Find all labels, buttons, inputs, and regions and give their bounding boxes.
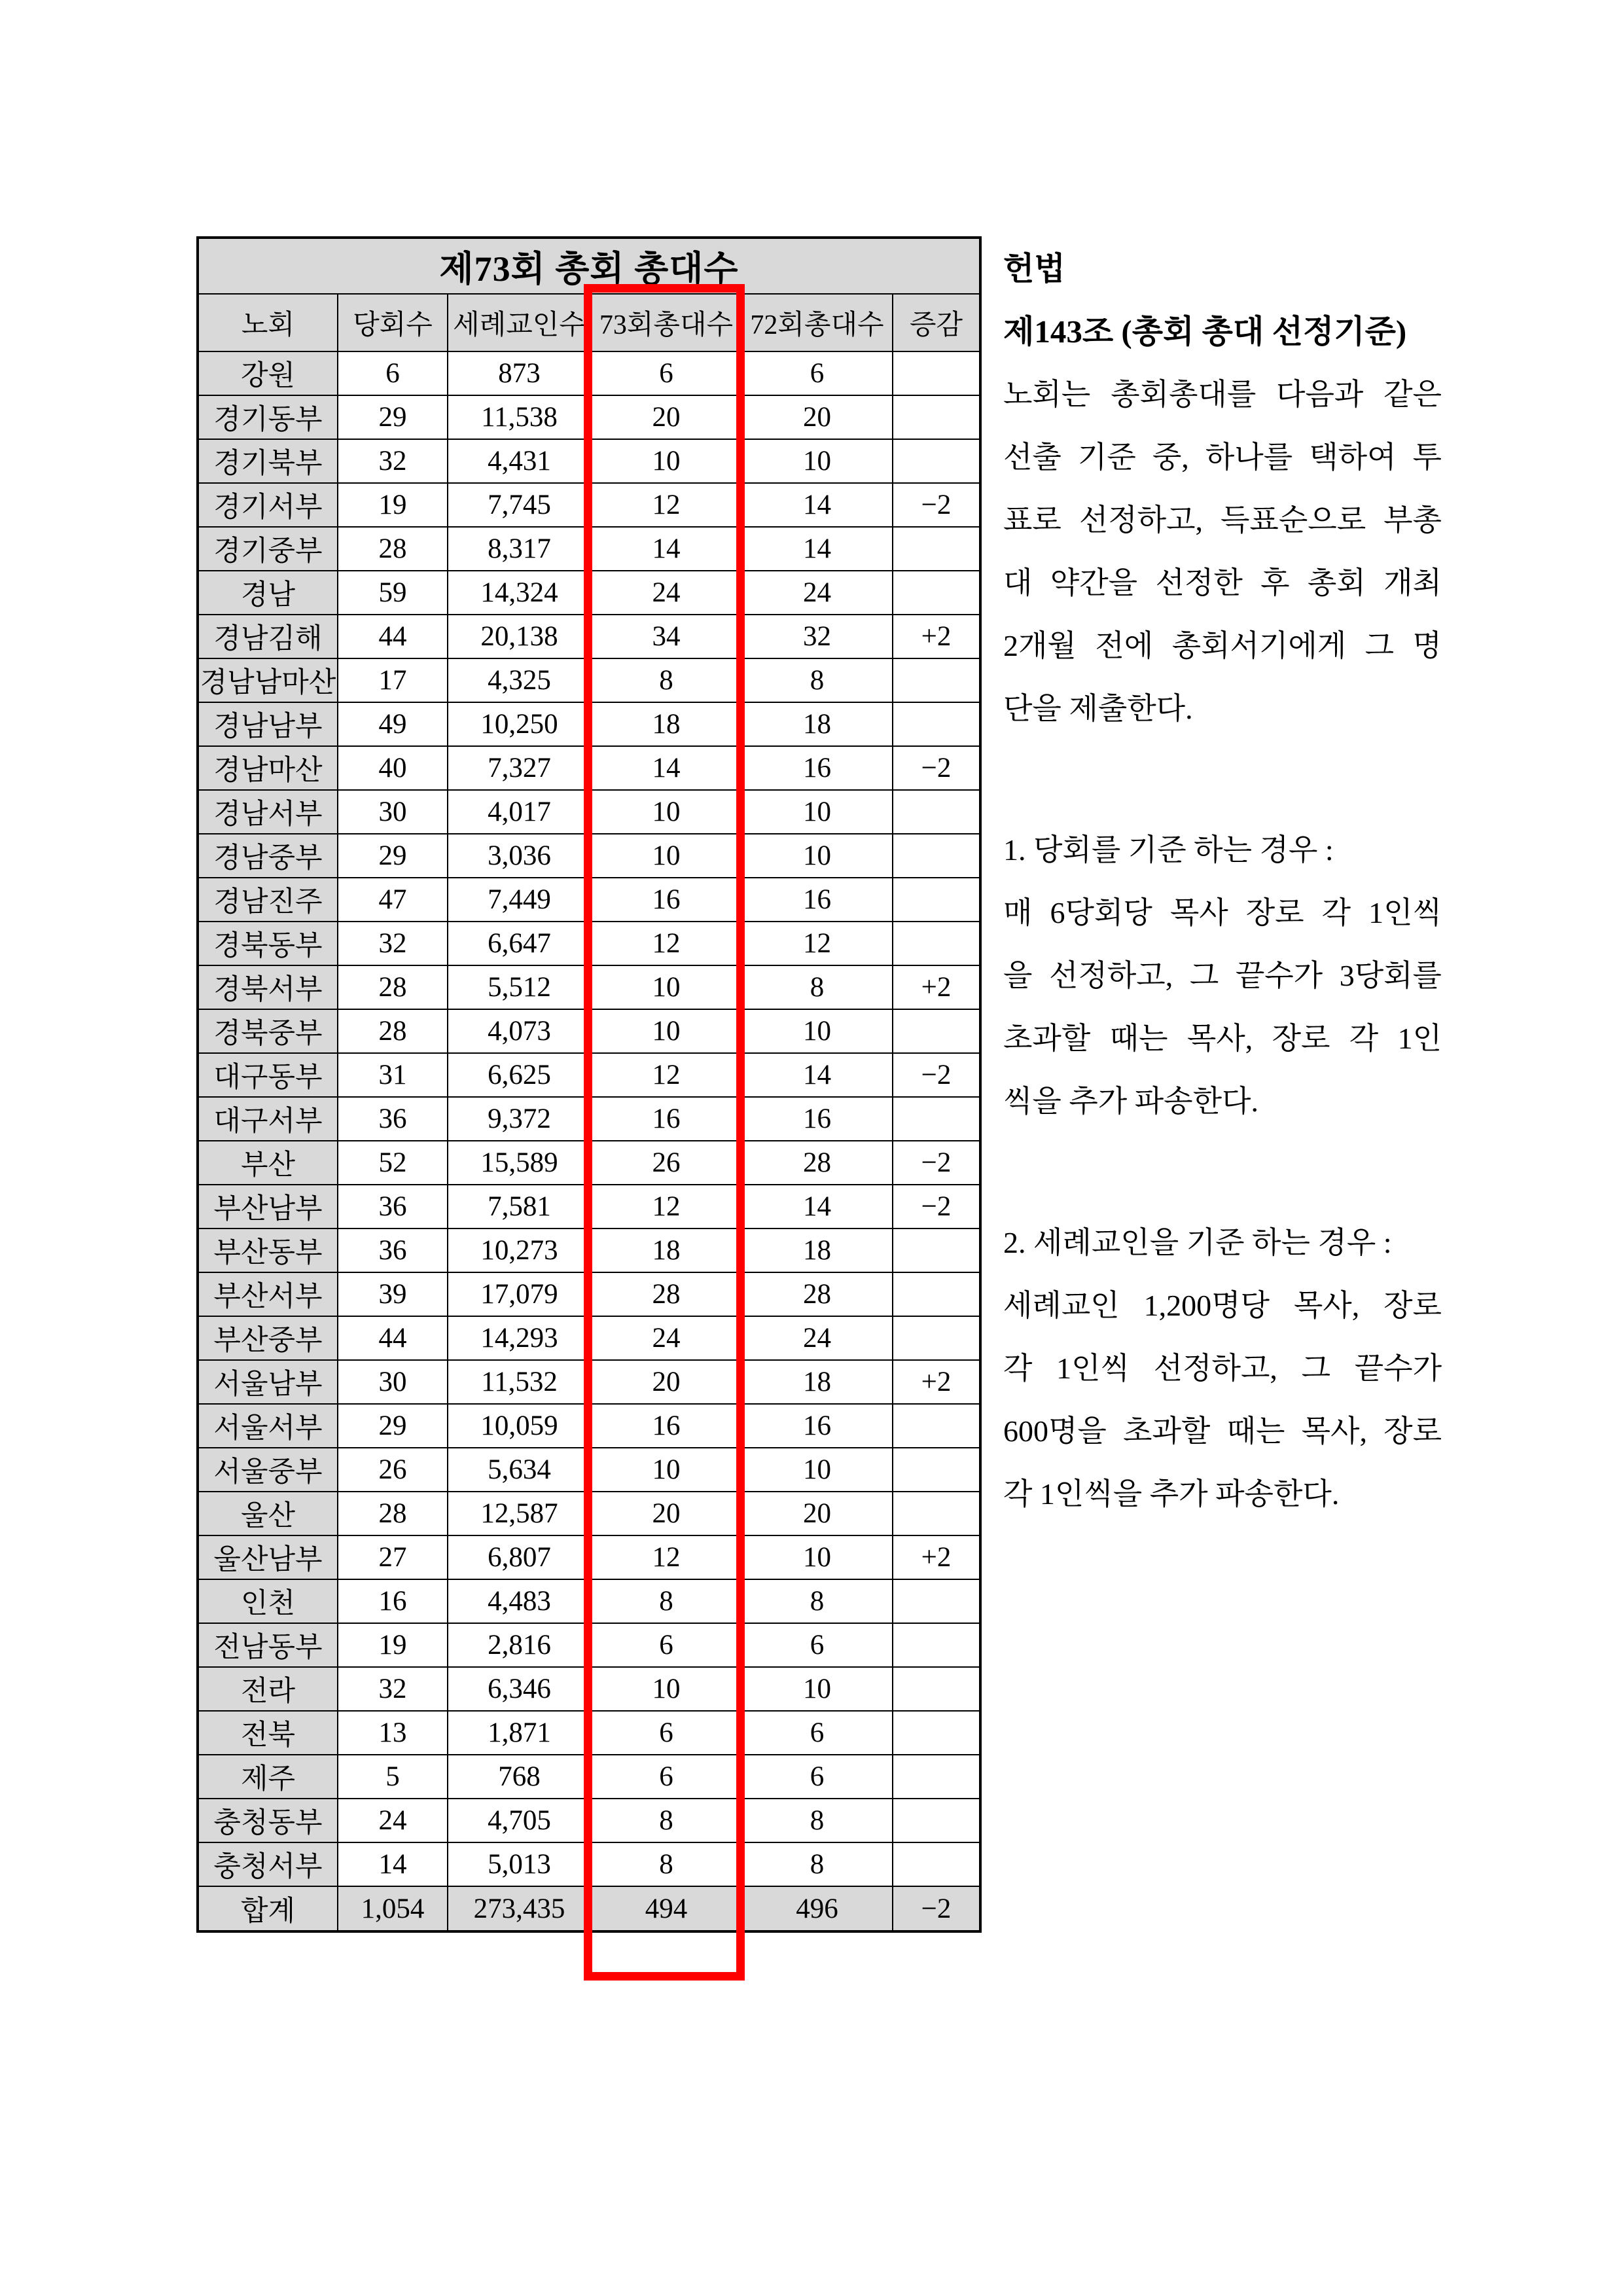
row-name-cell: 충청서부 xyxy=(198,1842,338,1886)
row-diff-cell xyxy=(893,702,980,746)
row-serye-cell: 4,017 xyxy=(448,790,591,834)
text-block xyxy=(1003,819,1442,1133)
table-row xyxy=(198,922,980,965)
row-name-cell: 경남남부 xyxy=(198,702,338,746)
row-c73-cell: 10 xyxy=(591,1667,741,1711)
row-c73-cell: 34 xyxy=(591,615,741,658)
row-c73-cell: 12 xyxy=(591,922,741,965)
row-c72-cell: 6 xyxy=(741,1711,893,1755)
row-diff-cell xyxy=(893,1492,980,1535)
row-name-cell: 전북 xyxy=(198,1711,338,1755)
row-serye-cell: 768 xyxy=(448,1755,591,1799)
row-diff-cell: +2 xyxy=(893,1535,980,1579)
text-block xyxy=(1003,300,1442,363)
row-serye-cell: 2,816 xyxy=(448,1623,591,1667)
row-name-cell: 제주 xyxy=(198,1755,338,1799)
table-row xyxy=(198,1579,980,1623)
row-c72-cell: 16 xyxy=(741,1404,893,1448)
table-row xyxy=(198,351,980,395)
row-c72-cell: 8 xyxy=(741,965,893,1009)
row-c73-cell: 16 xyxy=(591,878,741,922)
row-serye-cell: 7,581 xyxy=(448,1185,591,1229)
row-diff-cell xyxy=(893,1097,980,1141)
row-serye-cell: 7,327 xyxy=(448,746,591,790)
row-c72-cell: 20 xyxy=(741,395,893,439)
row-c73-cell: 14 xyxy=(591,527,741,571)
row-serye-cell: 5,013 xyxy=(448,1842,591,1886)
row-c73-cell: 20 xyxy=(591,1492,741,1535)
row-diff-cell xyxy=(893,1404,980,1448)
row-serye-cell: 4,073 xyxy=(448,1009,591,1053)
table-row xyxy=(198,439,980,483)
row-c73-cell: 10 xyxy=(591,439,741,483)
text-line: 단을 제출한다. xyxy=(1003,692,1193,725)
row-serye-cell: 9,372 xyxy=(448,1097,591,1141)
row-c73-cell: 12 xyxy=(591,483,741,527)
row-diff-cell xyxy=(893,658,980,702)
row-name-cell: 경남남마산 xyxy=(198,658,338,702)
row-c72-cell: 24 xyxy=(741,1316,893,1360)
row-diff-cell xyxy=(893,1799,980,1842)
row-c73-cell: 10 xyxy=(591,1009,741,1053)
row-c72-cell: 14 xyxy=(741,1185,893,1229)
table-row xyxy=(198,483,980,527)
row-diff-cell xyxy=(893,1229,980,1272)
row-diff-cell xyxy=(893,1842,980,1886)
total-diff-cell: −2 xyxy=(893,1886,980,1931)
row-c73-cell: 20 xyxy=(591,1360,741,1404)
row-danhoe-cell: 32 xyxy=(338,439,448,483)
row-diff-cell: −2 xyxy=(893,746,980,790)
row-serye-cell: 4,705 xyxy=(448,1799,591,1842)
row-c72-cell: 28 xyxy=(741,1141,893,1185)
row-c72-cell: 18 xyxy=(741,1360,893,1404)
row-name-cell: 부산중부 xyxy=(198,1316,338,1360)
row-diff-cell xyxy=(893,1316,980,1360)
row-name-cell: 부산남부 xyxy=(198,1185,338,1229)
row-serye-cell: 7,745 xyxy=(448,483,591,527)
row-danhoe-cell: 17 xyxy=(338,658,448,702)
row-danhoe-cell: 28 xyxy=(338,527,448,571)
row-c72-cell: 16 xyxy=(741,746,893,790)
row-c73-cell: 26 xyxy=(591,1141,741,1185)
row-diff-cell xyxy=(893,1623,980,1667)
row-danhoe-cell: 27 xyxy=(338,1535,448,1579)
row-name-cell: 강원 xyxy=(198,351,338,395)
row-danhoe-cell: 28 xyxy=(338,965,448,1009)
row-c72-cell: 10 xyxy=(741,1448,893,1492)
row-c72-cell: 14 xyxy=(741,1053,893,1097)
row-danhoe-cell: 16 xyxy=(338,1579,448,1623)
row-serye-cell: 15,589 xyxy=(448,1141,591,1185)
row-serye-cell: 6,807 xyxy=(448,1535,591,1579)
row-danhoe-cell: 19 xyxy=(338,1623,448,1667)
constitution-text xyxy=(1003,238,1442,1526)
row-c73-cell: 24 xyxy=(591,571,741,615)
row-c72-cell: 10 xyxy=(741,1009,893,1053)
row-serye-cell: 873 xyxy=(448,351,591,395)
col-header-diff: 증감 xyxy=(893,294,980,351)
row-c73-cell: 8 xyxy=(591,1579,741,1623)
row-danhoe-cell: 13 xyxy=(338,1711,448,1755)
row-diff-cell xyxy=(893,1579,980,1623)
row-serye-cell: 11,532 xyxy=(448,1360,591,1404)
row-name-cell: 서울서부 xyxy=(198,1404,338,1448)
row-diff-cell xyxy=(893,527,980,571)
text-line: 헌법 xyxy=(1003,251,1065,287)
row-diff-cell xyxy=(893,1667,980,1711)
table-row xyxy=(198,395,980,439)
row-c73-cell: 8 xyxy=(591,1842,741,1886)
table-row xyxy=(198,702,980,746)
row-danhoe-cell: 39 xyxy=(338,1272,448,1316)
row-c72-cell: 18 xyxy=(741,1229,893,1272)
col-header-baptized-count: 세례교인수 xyxy=(448,294,591,351)
row-c73-cell: 16 xyxy=(591,1404,741,1448)
total-name-cell: 합계 xyxy=(198,1886,338,1931)
row-diff-cell xyxy=(893,922,980,965)
row-c73-cell: 18 xyxy=(591,1229,741,1272)
row-danhoe-cell: 30 xyxy=(338,1360,448,1404)
table-row xyxy=(198,1535,980,1579)
row-name-cell: 경남마산 xyxy=(198,746,338,790)
row-name-cell: 경북동부 xyxy=(198,922,338,965)
row-c72-cell: 10 xyxy=(741,790,893,834)
row-danhoe-cell: 5 xyxy=(338,1755,448,1799)
col-header-session-count: 당회수 xyxy=(338,294,448,351)
row-diff-cell xyxy=(893,395,980,439)
row-danhoe-cell: 29 xyxy=(338,395,448,439)
row-diff-cell xyxy=(893,351,980,395)
table-row xyxy=(198,571,980,615)
text-line: 선출 기준 중, 하나를 택하여 투 xyxy=(1003,440,1442,474)
row-name-cell: 부산 xyxy=(198,1141,338,1185)
row-c73-cell: 8 xyxy=(591,1799,741,1842)
row-serye-cell: 20,138 xyxy=(448,615,591,658)
row-c73-cell: 6 xyxy=(591,351,741,395)
row-name-cell: 부산동부 xyxy=(198,1229,338,1272)
row-diff-cell xyxy=(893,1009,980,1053)
row-diff-cell xyxy=(893,834,980,878)
table-row xyxy=(198,965,980,1009)
table-row xyxy=(198,790,980,834)
row-danhoe-cell: 14 xyxy=(338,1842,448,1886)
row-serye-cell: 5,634 xyxy=(448,1448,591,1492)
row-serye-cell: 8,317 xyxy=(448,527,591,571)
row-danhoe-cell: 49 xyxy=(338,702,448,746)
row-name-cell: 전라 xyxy=(198,1667,338,1711)
row-serye-cell: 7,449 xyxy=(448,878,591,922)
table-title-row xyxy=(198,238,980,294)
table-row xyxy=(198,1009,980,1053)
row-c73-cell: 8 xyxy=(591,658,741,702)
row-name-cell: 서울남부 xyxy=(198,1360,338,1404)
row-c73-cell: 10 xyxy=(591,790,741,834)
row-c72-cell: 6 xyxy=(741,1623,893,1667)
text-line: 씩을 추가 파송한다. xyxy=(1003,1085,1258,1118)
text-block xyxy=(1003,363,1442,740)
table-row xyxy=(198,1842,980,1886)
row-diff-cell: +2 xyxy=(893,1360,980,1404)
row-danhoe-cell: 52 xyxy=(338,1141,448,1185)
row-name-cell: 대구서부 xyxy=(198,1097,338,1141)
table-row xyxy=(198,1711,980,1755)
row-c72-cell: 28 xyxy=(741,1272,893,1316)
text-block xyxy=(1003,238,1442,300)
table-row xyxy=(198,878,980,922)
total-danhoe-cell: 1,054 xyxy=(338,1886,448,1931)
table-row xyxy=(198,834,980,878)
row-serye-cell: 6,647 xyxy=(448,922,591,965)
table-row xyxy=(198,658,980,702)
text-line: 표로 선정하고, 득표순으로 부총 xyxy=(1003,503,1442,537)
row-name-cell: 대구동부 xyxy=(198,1053,338,1097)
row-c73-cell: 10 xyxy=(591,1448,741,1492)
col-header-72nd-delegates: 72회총대수 xyxy=(741,294,893,351)
text-line: 각 1인씩 선정하고, 그 끝수가 xyxy=(1003,1352,1442,1385)
row-c72-cell: 6 xyxy=(741,351,893,395)
col-header-73rd-delegates: 73회총대수 xyxy=(591,294,741,351)
row-serye-cell: 12,587 xyxy=(448,1492,591,1535)
row-danhoe-cell: 44 xyxy=(338,615,448,658)
row-danhoe-cell: 28 xyxy=(338,1492,448,1535)
row-c72-cell: 10 xyxy=(741,439,893,483)
table-row xyxy=(198,1448,980,1492)
row-danhoe-cell: 36 xyxy=(338,1097,448,1141)
row-name-cell: 경남진주 xyxy=(198,878,338,922)
row-c72-cell: 10 xyxy=(741,1667,893,1711)
row-c73-cell: 14 xyxy=(591,746,741,790)
row-c72-cell: 20 xyxy=(741,1492,893,1535)
row-serye-cell: 4,431 xyxy=(448,439,591,483)
row-c72-cell: 24 xyxy=(741,571,893,615)
table-row xyxy=(198,1492,980,1535)
text-line: 대 약간을 선정한 후 총회 개최 xyxy=(1003,566,1442,600)
row-diff-cell: −2 xyxy=(893,1141,980,1185)
row-c72-cell: 16 xyxy=(741,878,893,922)
table-row xyxy=(198,1097,980,1141)
row-serye-cell: 10,059 xyxy=(448,1404,591,1448)
delegates-table xyxy=(196,236,982,1933)
row-diff-cell: +2 xyxy=(893,615,980,658)
row-c73-cell: 16 xyxy=(591,1097,741,1141)
table-row xyxy=(198,527,980,571)
row-danhoe-cell: 30 xyxy=(338,790,448,834)
table-row xyxy=(198,1272,980,1316)
row-c72-cell: 8 xyxy=(741,1579,893,1623)
row-c72-cell: 8 xyxy=(741,1842,893,1886)
row-c72-cell: 14 xyxy=(741,527,893,571)
row-serye-cell: 17,079 xyxy=(448,1272,591,1316)
row-diff-cell xyxy=(893,878,980,922)
row-danhoe-cell: 32 xyxy=(338,1667,448,1711)
text-line: 제143조 (총회 총대 선정기준) xyxy=(1003,314,1407,350)
row-diff-cell xyxy=(893,1711,980,1755)
row-c72-cell: 16 xyxy=(741,1097,893,1141)
row-danhoe-cell: 32 xyxy=(338,922,448,965)
row-diff-cell xyxy=(893,1448,980,1492)
table-row xyxy=(198,1623,980,1667)
table-row xyxy=(198,1360,980,1404)
row-name-cell: 경기동부 xyxy=(198,395,338,439)
text-line: 노회는 총회총대를 다음과 같은 xyxy=(1003,378,1442,411)
table-row xyxy=(198,1799,980,1842)
row-danhoe-cell: 19 xyxy=(338,483,448,527)
table-row xyxy=(198,1316,980,1360)
row-name-cell: 경남중부 xyxy=(198,834,338,878)
row-danhoe-cell: 29 xyxy=(338,1404,448,1448)
text-block xyxy=(1003,1211,1442,1526)
text-line: 초과할 때는 목사, 장로 각 1인 xyxy=(1003,1022,1442,1055)
row-danhoe-cell: 47 xyxy=(338,878,448,922)
row-c72-cell: 14 xyxy=(741,483,893,527)
table-row xyxy=(198,1404,980,1448)
row-c72-cell: 8 xyxy=(741,1799,893,1842)
total-row xyxy=(198,1886,980,1931)
row-diff-cell: −2 xyxy=(893,483,980,527)
row-danhoe-cell: 36 xyxy=(338,1229,448,1272)
row-c73-cell: 18 xyxy=(591,702,741,746)
total-serye-cell: 273,435 xyxy=(448,1886,591,1931)
row-name-cell: 인천 xyxy=(198,1579,338,1623)
table-row xyxy=(198,1755,980,1799)
row-diff-cell xyxy=(893,1272,980,1316)
row-serye-cell: 3,036 xyxy=(448,834,591,878)
row-c73-cell: 12 xyxy=(591,1185,741,1229)
row-c73-cell: 10 xyxy=(591,834,741,878)
row-diff-cell xyxy=(893,790,980,834)
row-c73-cell: 20 xyxy=(591,395,741,439)
row-c72-cell: 10 xyxy=(741,834,893,878)
table-row xyxy=(198,746,980,790)
text-line: 세례교인 1,200명당 목사, 장로 xyxy=(1003,1289,1442,1322)
row-name-cell: 경기서부 xyxy=(198,483,338,527)
row-name-cell: 경기중부 xyxy=(198,527,338,571)
row-danhoe-cell: 28 xyxy=(338,1009,448,1053)
table-row xyxy=(198,1141,980,1185)
row-danhoe-cell: 29 xyxy=(338,834,448,878)
text-line: 각 1인씩을 추가 파송한다. xyxy=(1003,1477,1340,1511)
row-name-cell: 전남동부 xyxy=(198,1623,338,1667)
col-header-presbytery: 노회 xyxy=(198,294,338,351)
row-danhoe-cell: 6 xyxy=(338,351,448,395)
row-serye-cell: 11,538 xyxy=(448,395,591,439)
row-c72-cell: 18 xyxy=(741,702,893,746)
text-line: 2개월 전에 총회서기에게 그 명 xyxy=(1003,629,1442,662)
row-diff-cell xyxy=(893,1755,980,1799)
row-serye-cell: 10,273 xyxy=(448,1229,591,1272)
row-serye-cell: 4,483 xyxy=(448,1579,591,1623)
row-danhoe-cell: 31 xyxy=(338,1053,448,1097)
row-c73-cell: 12 xyxy=(591,1053,741,1097)
table-title: 제73회 총회 총대수 xyxy=(198,238,980,294)
row-c72-cell: 12 xyxy=(741,922,893,965)
table-row xyxy=(198,1667,980,1711)
row-serye-cell: 4,325 xyxy=(448,658,591,702)
row-name-cell: 충청동부 xyxy=(198,1799,338,1842)
row-name-cell: 부산서부 xyxy=(198,1272,338,1316)
row-serye-cell: 5,512 xyxy=(448,965,591,1009)
row-c73-cell: 28 xyxy=(591,1272,741,1316)
row-serye-cell: 1,871 xyxy=(448,1711,591,1755)
table-header-row xyxy=(198,294,980,351)
row-danhoe-cell: 44 xyxy=(338,1316,448,1360)
row-c73-cell: 6 xyxy=(591,1711,741,1755)
row-serye-cell: 6,625 xyxy=(448,1053,591,1097)
row-serye-cell: 14,293 xyxy=(448,1316,591,1360)
row-diff-cell: −2 xyxy=(893,1185,980,1229)
row-name-cell: 경북서부 xyxy=(198,965,338,1009)
row-serye-cell: 14,324 xyxy=(448,571,591,615)
delegates-table-area xyxy=(196,236,982,1933)
row-c72-cell: 8 xyxy=(741,658,893,702)
row-c72-cell: 6 xyxy=(741,1755,893,1799)
row-serye-cell: 10,250 xyxy=(448,702,591,746)
text-line: 을 선정하고, 그 끝수가 3당회를 xyxy=(1003,959,1442,992)
row-name-cell: 경남서부 xyxy=(198,790,338,834)
row-danhoe-cell: 40 xyxy=(338,746,448,790)
table-row xyxy=(198,1229,980,1272)
row-danhoe-cell: 26 xyxy=(338,1448,448,1492)
row-name-cell: 서울중부 xyxy=(198,1448,338,1492)
row-name-cell: 울산남부 xyxy=(198,1535,338,1579)
row-diff-cell: +2 xyxy=(893,965,980,1009)
row-danhoe-cell: 24 xyxy=(338,1799,448,1842)
row-c72-cell: 10 xyxy=(741,1535,893,1579)
row-danhoe-cell: 59 xyxy=(338,571,448,615)
text-line: 600명을 초과할 때는 목사, 장로 xyxy=(1003,1414,1442,1448)
row-c73-cell: 6 xyxy=(591,1755,741,1799)
row-name-cell: 경남 xyxy=(198,571,338,615)
table-row xyxy=(198,1053,980,1097)
total-c73-cell: 494 xyxy=(591,1886,741,1931)
row-c73-cell: 10 xyxy=(591,965,741,1009)
row-name-cell: 울산 xyxy=(198,1492,338,1535)
row-name-cell: 경기북부 xyxy=(198,439,338,483)
row-diff-cell xyxy=(893,571,980,615)
row-c73-cell: 24 xyxy=(591,1316,741,1360)
table-row xyxy=(198,615,980,658)
row-danhoe-cell: 36 xyxy=(338,1185,448,1229)
row-c73-cell: 12 xyxy=(591,1535,741,1579)
text-line: 매 6당회당 목사 장로 각 1인씩 xyxy=(1003,896,1442,929)
text-line: 2. 세례교인을 기준 하는 경우 : xyxy=(1003,1226,1392,1259)
row-diff-cell: −2 xyxy=(893,1053,980,1097)
row-name-cell: 경북중부 xyxy=(198,1009,338,1053)
row-name-cell: 경남김해 xyxy=(198,615,338,658)
table-row xyxy=(198,1185,980,1229)
text-line: 1. 당회를 기준 하는 경우 : xyxy=(1003,833,1334,867)
row-serye-cell: 6,346 xyxy=(448,1667,591,1711)
row-c73-cell: 6 xyxy=(591,1623,741,1667)
total-c72-cell: 496 xyxy=(741,1886,893,1931)
row-diff-cell xyxy=(893,439,980,483)
row-c72-cell: 32 xyxy=(741,615,893,658)
